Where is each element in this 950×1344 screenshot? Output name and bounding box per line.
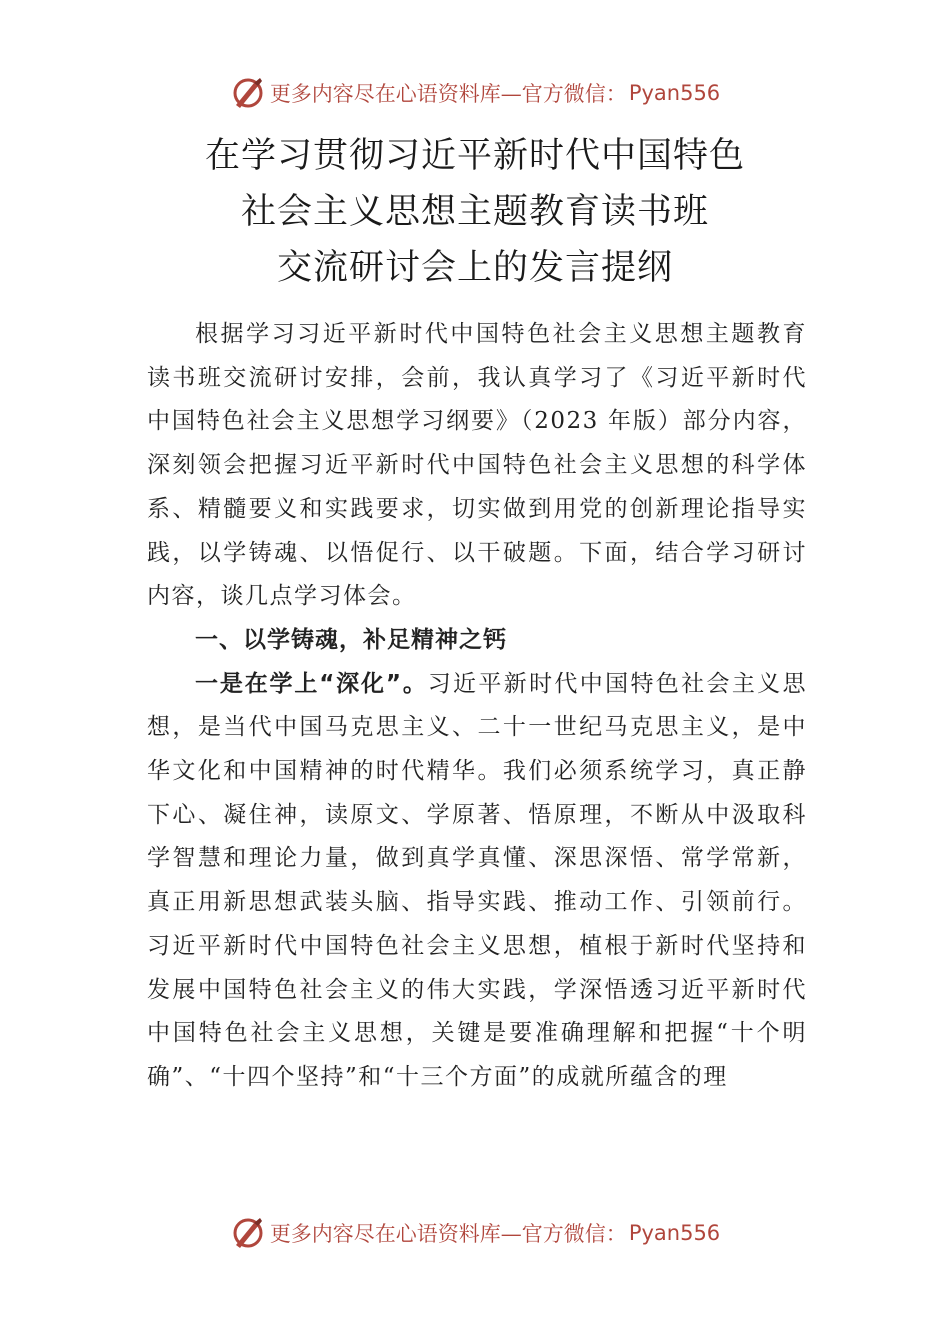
title-line-3: 交流研讨会上的发言提纲 xyxy=(276,248,673,288)
point-1-text: 习近平新时代中国特色社会主义思想，是当代中国马克思主义、二十一世纪马克思主义，是中华文化和中国精神的时代精华。我们必须系统学习，真正静下心、凝住神，读原文、学原著、悟原理，不断从中汲取科学智慧和理论力量，做到真学真懂、深思深悟、常学常新，真正用新思想武装头脑、指导实践、推动工作、引领前行。习近平新时代中国特色社会主义思想，植根于新时代坚持和发展中国特色社会主义的伟大实践，学深悟透习近平新时代中国特色社会主义思想，关键是要准确理解和把握“十个明确”、“十四个坚持”和“十三个方面”的成就所蕴含的理 xyxy=(147,670,808,1090)
banner-text: 更多内容尽在心语资料库—官方微信： xyxy=(269,1222,627,1246)
banner-text: 更多内容尽在心语资料库—官方微信： xyxy=(269,82,627,106)
point-1-paragraph xyxy=(147,663,807,1100)
point-1-lead: 一是在学上“深化”。 xyxy=(195,670,428,697)
banner-wechat-id: Pyan556 xyxy=(628,81,721,105)
document-title xyxy=(0,128,950,296)
title-line-1: 在学习贯彻习近平新时代中国特色 xyxy=(204,136,745,176)
header-banner xyxy=(0,73,950,113)
title-line-2: 社会主义思想主题教育读书班 xyxy=(240,192,709,232)
banner-wechat-id: Pyan556 xyxy=(628,1221,721,1245)
document-body xyxy=(147,313,807,1100)
pen-circle-logo-icon xyxy=(230,1215,266,1251)
intro-paragraph: 根据学习习近平新时代中国特色社会主义思想主题教育读书班交流研讨安排，会前，我认真学习了《习近平新时代中国特色社会主义思想学习纲要》（2023 年版）部分内容，深刻领会把握习近平新时代中国特色社会主义思想的科学体系、精髓要义和实践要求，切实做到用党的创新理论指导实践，以学铸魂、以悟促行、以干破题。下面，结合学习研讨内容，谈几点学习体会。 xyxy=(147,321,807,610)
section-heading-1: 一、以学铸魂，补足精神之钙 xyxy=(195,626,507,653)
pen-circle-logo-icon xyxy=(230,75,266,111)
footer-banner xyxy=(0,1213,950,1253)
